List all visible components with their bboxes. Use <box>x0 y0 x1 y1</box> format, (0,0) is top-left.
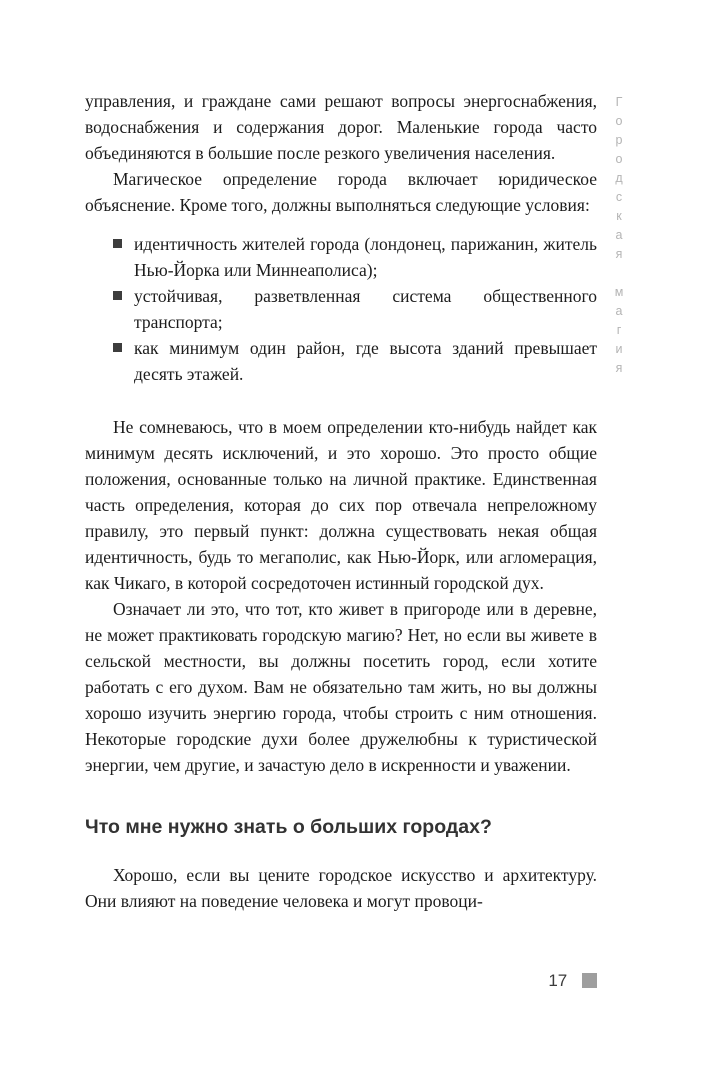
paragraph: управления, и граждане сами решают вопросы энергоснабжения, водоснабжения и содержания дорог. Маленькие города часто объединяются в большие после резкого увеличения населения. <box>85 91 597 163</box>
paragraph: Не сомневаюсь, что в моем определении кто-нибудь найдет как минимум десять исключений, и это хорошо. Это просто общие положения, основанные только на личной практике. Единственная часть определения, которая до сих пор отвечала непреложному правилу, это первый пункт: должна существовать некая общая идентичность, будь то мегаполис, как Нью-Йорк, или агломерация, как Чикаго, в которой сосредоточен истинный городской дух. <box>85 417 597 593</box>
bullet-text: идентичность жителей города (лондонец, парижанин, житель Нью-Йорка или Миннеаполиса); <box>134 234 597 280</box>
bullet-square-icon <box>113 291 122 300</box>
bullet-text: устойчивая, разветвленная система общественного транспорта; <box>134 286 597 332</box>
page-footer <box>85 970 597 991</box>
list-item <box>85 335 597 387</box>
paragraph: Хорошо, если вы цените городское искусство и архитектуру. Они влияют на поведение человека и могут провоци- <box>85 865 597 911</box>
bullet-square-icon <box>113 343 122 352</box>
bullet-list <box>85 231 597 387</box>
bullet-square-icon <box>113 239 122 248</box>
list-item <box>85 231 597 283</box>
page-text <box>85 88 597 914</box>
list-item <box>85 283 597 335</box>
chapter-title-vertical: Городская магия <box>612 95 626 380</box>
paragraph: Означает ли это, что тот, кто живет в пригороде или в деревне, не может практиковать городскую магию? Нет, но если вы живете в сельской местности, вы должны посетить город, если хотите работать с его духом. Вам не обязательно там жить, но вы должны хорошо изучить энергию города, чтобы строить с ним отношения. Некоторые городские духи более дружелюбны к туристической энергии, чем другие, и зачастую дело в искренности и уважении. <box>85 599 597 775</box>
paragraph: Магическое определение города включает юридическое объяснение. Кроме того, должны выполняться следующие условия: <box>85 169 597 215</box>
section-heading: Что мне нужно знать о больших городах? <box>85 816 492 838</box>
bullet-text: как минимум один район, где высота зданий превышает десять этажей. <box>134 338 597 384</box>
page-number: 17 <box>548 970 568 990</box>
footer-square-icon <box>582 973 597 988</box>
